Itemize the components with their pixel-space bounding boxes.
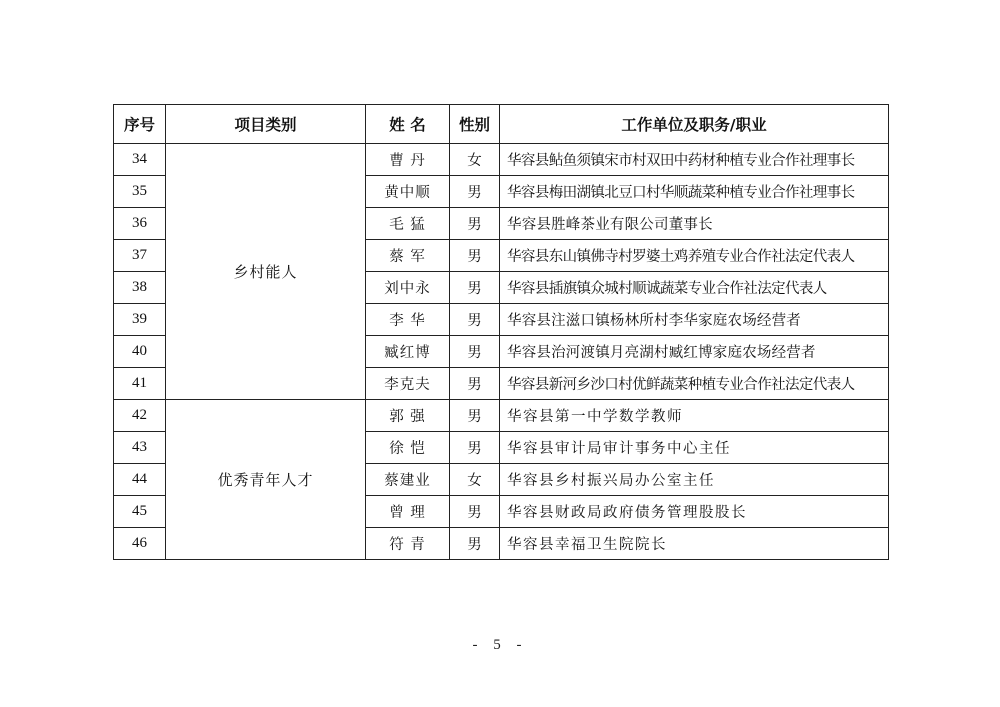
- cell-work-unit: 华容县第一中学数学教师: [500, 400, 889, 432]
- cell-index: 42: [114, 400, 166, 432]
- cell-work-unit: 华容县注滋口镇杨林所村李华家庭农场经营者: [500, 304, 889, 336]
- cell-gender: 男: [450, 176, 500, 208]
- cell-gender: 男: [450, 272, 500, 304]
- cell-work-unit: 华容县新河乡沙口村优鲜蔬菜种植专业合作社法定代表人: [500, 368, 889, 400]
- cell-index: 38: [114, 272, 166, 304]
- cell-category: 优秀青年人才: [166, 400, 366, 560]
- cell-index: 40: [114, 336, 166, 368]
- cell-index: 39: [114, 304, 166, 336]
- page-number: - 5 -: [472, 637, 528, 653]
- cell-work-unit: 华容县财政局政府债务管理股股长: [500, 496, 889, 528]
- cell-work-unit: 华容县幸福卫生院院长: [500, 528, 889, 560]
- cell-index: 37: [114, 240, 166, 272]
- cell-category: 乡村能人: [166, 144, 366, 400]
- cell-index: 44: [114, 464, 166, 496]
- cell-work-unit: 华容县审计局审计事务中心主任: [500, 432, 889, 464]
- cell-work-unit: 华容县胜峰茶业有限公司董事长: [500, 208, 889, 240]
- cell-name: 郭 强: [366, 400, 450, 432]
- header-index: 序号: [114, 105, 166, 144]
- cell-work-unit: 华容县鲇鱼须镇宋市村双田中药材种植专业合作社理事长: [500, 144, 889, 176]
- cell-work-unit: 华容县梅田湖镇北豆口村华顺蔬菜种植专业合作社理事长: [500, 176, 889, 208]
- cell-gender: 男: [450, 528, 500, 560]
- header-category: 项目类别: [166, 105, 366, 144]
- cell-name: 蔡 军: [366, 240, 450, 272]
- cell-gender: 男: [450, 240, 500, 272]
- cell-gender: 男: [450, 496, 500, 528]
- cell-name: 李克夫: [366, 368, 450, 400]
- header-work: 工作单位及职务/职业: [500, 105, 889, 144]
- cell-name: 徐 恺: [366, 432, 450, 464]
- cell-work-unit: 华容县治河渡镇月亮湖村臧红博家庭农场经营者: [500, 336, 889, 368]
- cell-name: 毛 猛: [366, 208, 450, 240]
- cell-work-unit: 华容县东山镇佛寺村罗婆土鸡养殖专业合作社法定代表人: [500, 240, 889, 272]
- cell-gender: 男: [450, 304, 500, 336]
- cell-gender: 男: [450, 400, 500, 432]
- cell-gender: 男: [450, 336, 500, 368]
- cell-name: 蔡建业: [366, 464, 450, 496]
- roster-table: [113, 104, 889, 560]
- cell-gender: 男: [450, 432, 500, 464]
- table-body: [114, 144, 889, 560]
- cell-name: 臧红博: [366, 336, 450, 368]
- cell-name: 曹 丹: [366, 144, 450, 176]
- cell-index: 46: [114, 528, 166, 560]
- cell-name: 符 青: [366, 528, 450, 560]
- table-header-row: [114, 105, 889, 144]
- cell-name: 黄中顺: [366, 176, 450, 208]
- cell-work-unit: 华容县插旗镇众城村顺诚蔬菜专业合作社法定代表人: [500, 272, 889, 304]
- cell-gender: 女: [450, 464, 500, 496]
- cell-gender: 男: [450, 368, 500, 400]
- cell-index: 43: [114, 432, 166, 464]
- table-row: [114, 144, 889, 176]
- cell-index: 35: [114, 176, 166, 208]
- cell-name: 曾 理: [366, 496, 450, 528]
- cell-name: 刘中永: [366, 272, 450, 304]
- cell-index: 41: [114, 368, 166, 400]
- cell-index: 45: [114, 496, 166, 528]
- cell-work-unit: 华容县乡村振兴局办公室主任: [500, 464, 889, 496]
- cell-index: 36: [114, 208, 166, 240]
- cell-gender: 男: [450, 208, 500, 240]
- table-row: [114, 400, 889, 432]
- header-name: 姓 名: [366, 105, 450, 144]
- cell-index: 34: [114, 144, 166, 176]
- cell-name: 李 华: [366, 304, 450, 336]
- header-gender: 性别: [450, 105, 500, 144]
- cell-gender: 女: [450, 144, 500, 176]
